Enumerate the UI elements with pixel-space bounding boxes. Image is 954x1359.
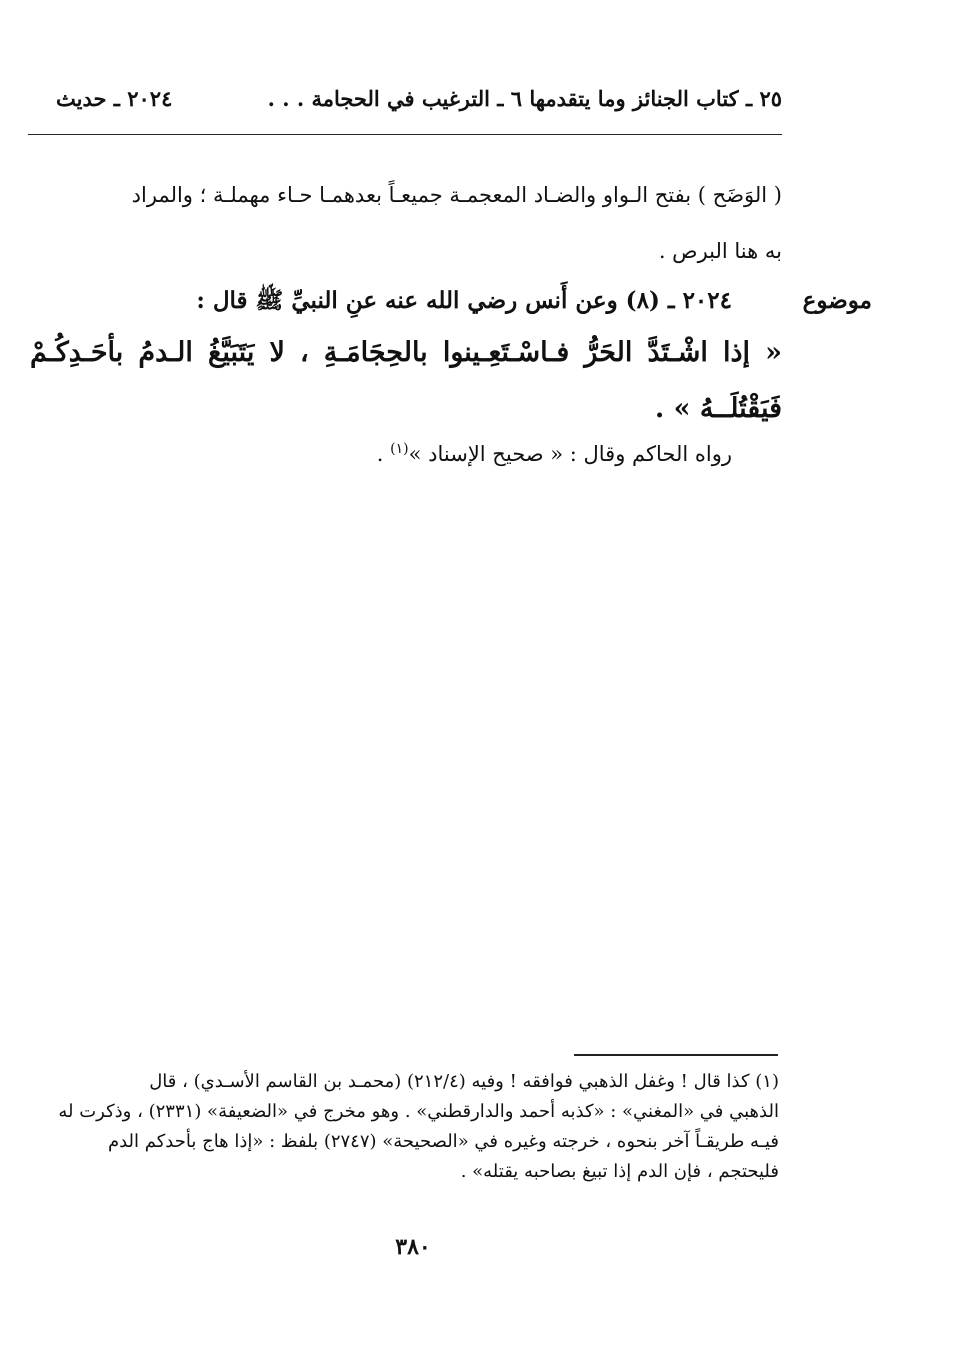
explanation-paragraph xyxy=(22,178,782,268)
hadith-intro: ٢٠٢٤ ـ (٨) وعن أَنس رضي الله عنه عنِ النبيِّ ﷺ قال : xyxy=(196,287,732,314)
footnote-marker: (١) xyxy=(390,441,409,457)
footnote-line-1: (١) كذا قال ! وغفل الذهبي فوافقه ! وفيه (٢١٢/٤) (محمـد بن القاسم الأسـدي) ، قال xyxy=(149,1071,779,1092)
footnote-line-4: فليحتجم ، فإن الدم إذا تبيغ بصاحبه يقتله» . xyxy=(460,1161,779,1182)
page-number-row xyxy=(0,1234,954,1260)
footnote-line-2: الذهبي في «المغني» : «كذبه أحمد والدارقطني» . وهو مخرج في «الضعيفة» (٢٣٣١) ، وذكرت له xyxy=(58,1101,779,1122)
hadith-grade: موضوع xyxy=(802,287,872,314)
running-header-hadith-ref: ٢٠٢٤ ـ حديث xyxy=(56,86,173,111)
running-header-chapter: ٢٥ ـ كتاب الجنائز وما يتقدمها ٦ ـ الترغيب في الحجامة . . . xyxy=(267,86,782,111)
explanation-line-1: ( الوَضَح ) بفتح الـواو والضـاد المعجمـة جميعـاً بعدهمـا حـاء مهملـة ؛ والمراد xyxy=(131,183,782,207)
narration-end: . xyxy=(376,442,391,466)
narration-line xyxy=(377,441,732,466)
footnote xyxy=(51,1067,779,1187)
footnote-line-3: فيـه طريقـاً آخر بنحوه ، خرجته وغيره في «الصحيحة» (٢٧٤٧) بلفظ : «إذا هاج بأحدكم الدم xyxy=(107,1131,779,1152)
narration-text: رواه الحاكم وقال : « صحيح الإسناد » xyxy=(408,442,732,466)
header-divider xyxy=(28,134,782,135)
page-number: ٣٨٠ xyxy=(395,1234,431,1260)
explanation-line-2: به هنا البرص . xyxy=(658,239,782,263)
hadith-text: « إذا اشْـتَدَّ الحَرُّ فـاسْـتَعِـينوا بالحِجَامَـةِ ، لا يَتَبَيَّغُ الـدمُ بأحَـدِكُـمْ فَيَقْتُلَــهُ » . xyxy=(30,337,782,424)
footnote-divider xyxy=(574,1054,778,1056)
